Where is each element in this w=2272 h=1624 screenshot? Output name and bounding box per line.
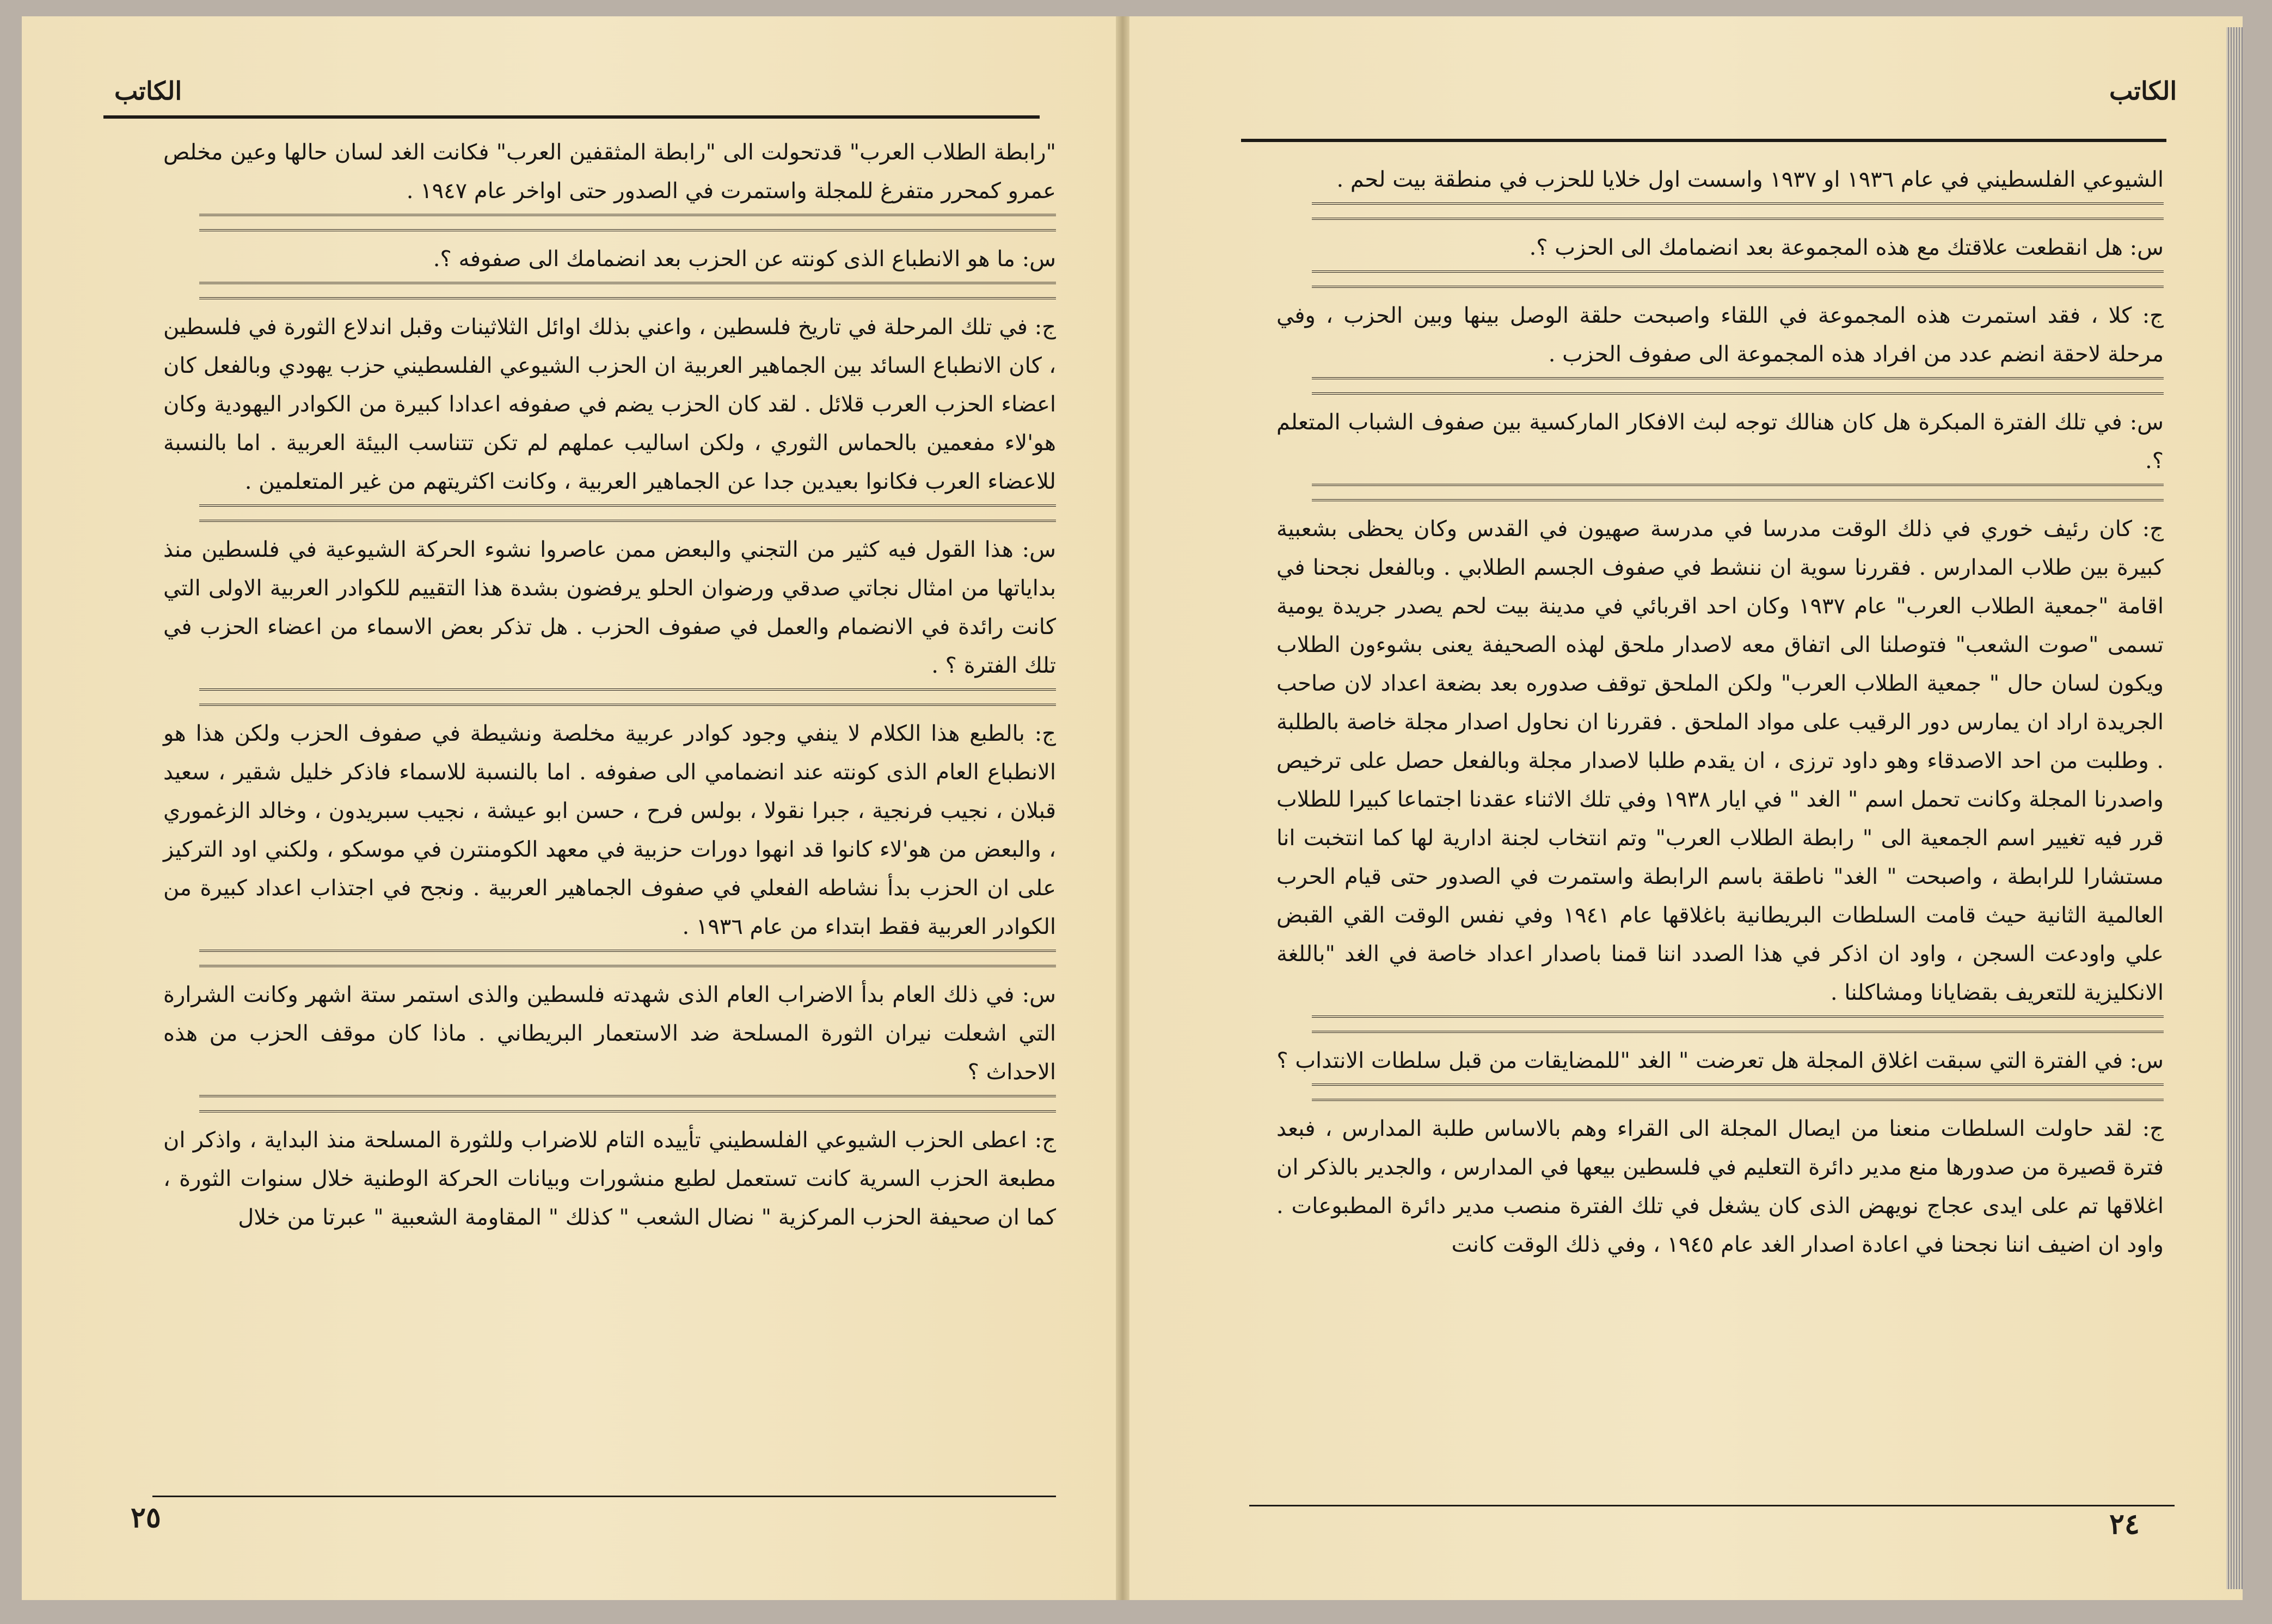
left-footer-rule — [152, 1496, 1056, 1497]
separator-line — [199, 1095, 1056, 1112]
left-page-header: الكاتب — [114, 76, 182, 106]
answer-paragraph: "رابطة الطلاب العرب" قدتحولت الى "رابطة المثقفين العرب" فكانت الغد لسان حالها وعين مخلص عمرو كمحرر متفرغ للمجلة واستمرت في الصدور حتى اواخر عام ١٩٤٧ . — [163, 140, 1056, 204]
question-paragraph: س: هذا القول فيه كثير من التجني والبعض ممن عاصروا نشوء الحركة الشيوعية في فلسطين منذ بداياتها من امثال نجاتي صدقي ورضوان الحلو يرفضون بشدة هذا التقييم للكوادر العربية الاولى التي كانت رائدة في الانضمام والعمل في صفوف الحزب . هل تذكر بعض الاسماء من اعضاء الحزب في تلك الفترة ؟ . — [163, 537, 1056, 678]
separator-line — [1312, 1016, 2164, 1033]
right-footer-rule — [1249, 1505, 2175, 1506]
right-page-number: ٢٤ — [2109, 1508, 2140, 1541]
separator-line — [1312, 270, 2164, 288]
left-page-number: ٢٥ — [131, 1501, 161, 1534]
answer-paragraph: ج: كان رئيف خوري في ذلك الوقت مدرسا في مدرسة صهيون في القدس وكان يحظى بشعبية كبيرة بين طلاب المدارس . فقررنا سوية ان ننشط في صفوف الجسم الطلابي . وبالفعل نجحنا في اقامة "جمعية الطلاب العرب" عام ١٩٣٧ وكان احد اقربائي في مدينة بيت لحم يصدر جريدة يومية تسمى "صوت الشعب" فتوصلنا الى اتفاق معه لاصدار ملحق لهذه الصحيفة يعنى بشوءون الطلاب ويكون لسان حال " جمعية الطلاب العرب" ولكن الملحق توقف صدوره بعد بضعة اعداد لان صاحب الجريدة اراد ان يمارس دور الرقيب على مواد الملحق . فقررنا ان نحاول اصدار مجلة خاصة بالطلبة . وطلبت من احد الاصدقاء وهو داود ترزى ، ان يقدم طلبا لاصدار مجلة وبالفعل حصل على ترخيص واصدرنا المجلة وكانت تحمل اسم " الغد " في ايار ١٩٣٨ وفي تلك الاثناء عقدنا اجتماعا كبيرا للطلاب قرر فيه تغيير اسم الجمعية الى " رابطة الطلاب العرب" وتم انتخاب لجنة ادارية لها كما انتخبت انا مستشارا للرابطة ، واصبحت " الغد" ناطقة باسم الرابطة واستمرت في الصدور حتى قيام الحرب العالمية الثانية حيث قامت السلطات البريطانية باغلاقها عام ١٩٤١ وفي نفس الوقت القي القبض علي واودعت السجن ، واود ان اذكر في هذا الصدد اننا قمنا باصدار اعداد خاصة في الغد "باللغة الانكليزية للتعريف بقضايانا ومشاكلنا . — [1276, 516, 2164, 1005]
separator-line — [199, 950, 1056, 967]
page-edge-stack — [2226, 27, 2243, 1589]
separator-line — [199, 505, 1056, 522]
separator-line — [1312, 484, 2164, 501]
book-gutter — [1116, 16, 1129, 1600]
right-page-body — [1276, 161, 2164, 1264]
question-paragraph: س: في ذلك العام بدأ الاضراب العام الذى شهدته فلسطين والذى استمر ستة اشهر وكانت الشرارة التي اشعلت نيران الثورة المسلحة ضد الاستعمار البريطاني . ماذا كان موقف الحزب من هذه الاحداث ؟ — [163, 982, 1056, 1085]
left-page-body — [163, 133, 1056, 1237]
answer-paragraph: ج: بالطبع هذا الكلام لا ينفي وجود كوادر عربية مخلصة ونشيطة في صفوف الحزب ولكن هذا هو الانطباع العام الذى كونته عند انضمامي الى صفوفه . اما بالنسبة للاسماء فاذكر خليل شقير ، سعيد قبلان ، نجيب فرنجية ، جبرا نقولا ، بولس فرح ، حسن ابو عيشة ، نجيب سبريدون ، وخالد الزغموري ، والبعض من هو'لاء كانوا قد انهوا دورات حزبية في معهد الكومنترن في موسكو ، ولكني اود التركيز على ان الحزب بدأ نشاطه الفعلي في صفوف الجماهير العربية . ونجح في اجتذاب اعداد كبيرة من الكوادر العربية فقط ابتداء من عام ١٩٣٦ . — [163, 721, 1056, 939]
question-paragraph: س: هل انقطعت علاقتك مع هذه المجموعة بعد انضمامك الى الحزب ؟. — [1529, 235, 2164, 260]
separator-line — [1312, 202, 2164, 220]
separator-line — [199, 282, 1056, 299]
answer-paragraph: ج: في تلك المرحلة في تاريخ فلسطين ، واعني بذلك اوائل الثلاثينات وقبل اندلاع الثورة في فلسطين ، كان الانطباع السائد بين الجماهير العربية ان الحزب الشيوعي الفلسطيني حزب يهودي وبالفعل كان اعضاء الحزب العرب قلائل . لقد كان الحزب يضم في صفوفه اعدادا كبيرة من الكوادر اليهودية وكان هو'لاء مفعمين بالحماس الثوري ، ولكن اساليب عملهم لم تكن تتناسب البيئة العربية . اما بالنسبة للاعضاء العرب فكانوا بعيدين جدا عن الجماهير العربية ، وكانت اكثريتهم من غير المتعلمين . — [163, 315, 1056, 494]
left-page — [22, 16, 1116, 1600]
answer-paragraph: الشيوعي الفلسطيني في عام ١٩٣٦ او ١٩٣٧ واسست اول خلايا للحزب في منطقة بيت لحم . — [1336, 167, 2164, 192]
question-paragraph: س: في الفترة التي سبقت اغلاق المجلة هل تعرضت " الغد "للمضايقات من قبل سلطات الانتداب ؟ — [1276, 1048, 2164, 1073]
right-header-rule — [1241, 139, 2166, 142]
left-header-rule — [103, 115, 1040, 119]
answer-paragraph: ج: اعطى الحزب الشيوعي الفلسطيني تأييده التام للاضراب وللثورة المسلحة منذ البداية ، واذكر ان مطبعة الحزب السرية كانت تستعمل لطبع منشورات وبيانات الحركة الوطنية خلال سنوات الثورة ، كما ان صحيفة الحزب المركزية " نضال الشعب " كذلك " المقاومة الشعبية " عبرتا من خلال — [163, 1128, 1056, 1230]
separator-line — [199, 688, 1056, 706]
book-spread — [22, 16, 2243, 1600]
question-paragraph: س: في تلك الفترة المبكرة هل كان هنالك توجه لبث الافكار الماركسية بين صفوف الشباب المتعلم ؟. — [1276, 410, 2164, 473]
separator-line — [199, 214, 1056, 231]
answer-paragraph: ج: كلا ، فقد استمرت هذه المجموعة في اللقاء واصبحت حلقة الوصل بينها وبين الحزب ، وفي مرحلة لاحقة انضم عدد من افراد هذه المجموعة الى صفوف الحزب . — [1276, 303, 2164, 367]
separator-line — [1312, 1084, 2164, 1101]
right-page-header: الكاتب — [2109, 76, 2177, 106]
answer-paragraph: ج: لقد حاولت السلطات منعنا من ايصال المجلة الى القراء وهم بالاساس طلبة المدارس ، فبعد فترة قصيرة من صدورها منع مدير دائرة التعليم في فلسطين بيعها في المدارس ، والجدير بالذكر ان اغلاقها تم على ايدى عجاج نويهض الذى كان يشغل في تلك الفترة منصب مدير دائرة المطبوعات . واود ان اضيف اننا نجحنا في اعادة اصدار الغد عام ١٩٤٥ ، وفي ذلك الوقت كانت — [1276, 1116, 2164, 1257]
question-paragraph: س: ما هو الانطباع الذى كونته عن الحزب بعد انضمامك الى صفوفه ؟. — [433, 247, 1056, 272]
separator-line — [1312, 377, 2164, 395]
right-page — [1129, 16, 2243, 1600]
